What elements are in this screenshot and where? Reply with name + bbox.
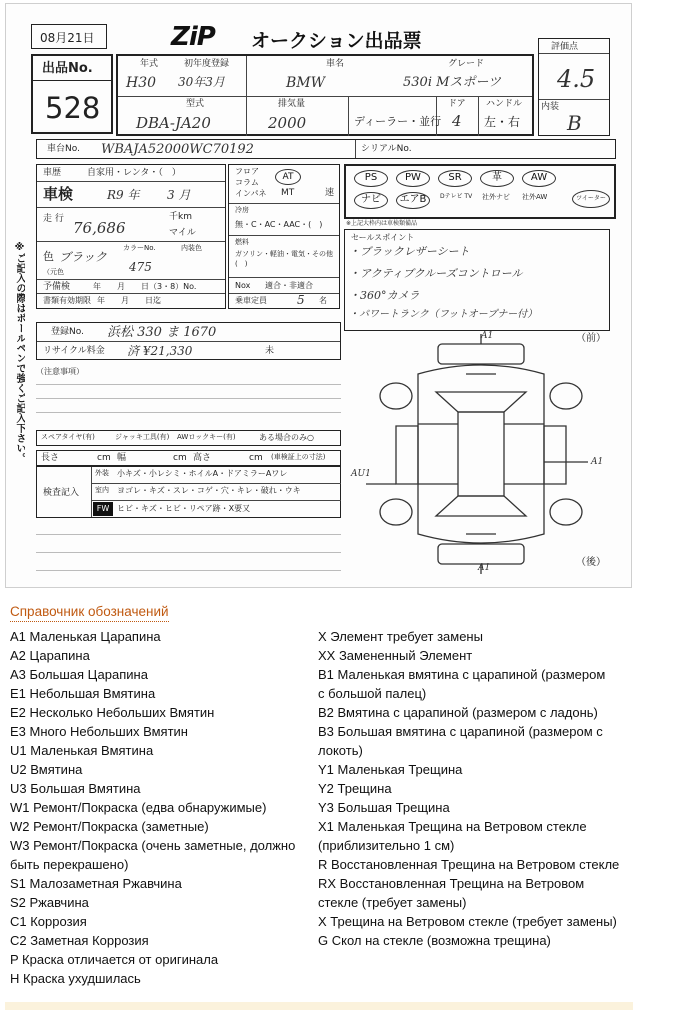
hdr-handle: ハンドル [486, 99, 523, 109]
legend-item: U2 Вмятина [10, 762, 83, 777]
legend-title: Справочник обозначений [10, 603, 169, 622]
fuel-options: ガソリン・軽油・電気・その他( ) [235, 250, 333, 268]
legend-item: E3 Много Небольших Вмятин [10, 724, 188, 739]
option-dtv: Dテレビ TV [440, 193, 473, 200]
sales-point-1: ・ブラックレザーシート [349, 245, 470, 258]
shaken-month: 3 月 [167, 188, 191, 202]
hand-seats: 5 [297, 293, 305, 307]
option-aftermarket-navi: 社外ナビ [482, 193, 510, 201]
legend-item: W2 Ремонт/Покраска (заметные) [10, 819, 209, 834]
inspection-label: 予備検 [43, 282, 71, 292]
sales-points [344, 229, 610, 331]
legend-item: RX Восстановленная Трещина на Ветровом [318, 876, 585, 891]
sheet-title: オークション出品票 [251, 30, 422, 52]
side-note-text: ※ご記入の際はボールペンで強くご記入下さい。 [14, 242, 25, 463]
if-any: ある場合のみ○ [259, 433, 314, 442]
length-label: 長さ [41, 453, 60, 463]
diagram-mark-left: AU1 [351, 469, 371, 479]
jack-tools: ジャッキ工具(有) [115, 433, 170, 441]
legend-right-column [318, 627, 619, 950]
width-cm: cm [173, 453, 187, 463]
shaken-year: R9 年 [107, 188, 140, 202]
length-cm: cm [97, 453, 111, 463]
doc-expiry-value: 年 月 日迄 [97, 296, 161, 305]
lot-box [31, 54, 113, 134]
legend-item: C1 Коррозия [10, 914, 87, 929]
color-label: 色 [43, 250, 54, 263]
hdr-model: 型式 [186, 99, 205, 109]
history-block [36, 164, 226, 309]
inspection-entry [36, 466, 341, 518]
legend-item: W1 Ремонт/Покраска (едва обнаружимые) [10, 800, 267, 815]
cert-dims: (車検証上の寸法) [271, 453, 326, 461]
legend-item: Y2 Трещина [318, 781, 392, 796]
hdr-first-reg: 初年度登録 [184, 59, 230, 69]
hdr-grade: グレード [448, 59, 485, 69]
inpane-label: インパネ [235, 189, 267, 198]
legend-item: A2 Царапина [10, 648, 90, 663]
legend-item: W3 Ремонт/Покраска (очень заметные, должно [10, 838, 296, 853]
legend-item: быть перекрашено) [10, 857, 129, 872]
date: 08月21日 [40, 31, 95, 45]
height-cm: cm [249, 453, 263, 463]
nox-label: Nox [235, 281, 251, 290]
hand-dealer: ディーラー・並行 [354, 115, 442, 128]
legend-item: H Краска ухудшилась [10, 971, 141, 986]
hand-handle: 左・右 [484, 115, 521, 129]
wheel-lock: AWロックキー(有) [177, 433, 236, 441]
legend-item: U3 Большая Вмятина [10, 781, 141, 796]
options-note: ※上記大枠内は車検類備品 [346, 220, 418, 227]
legend-item: G Скол на стекле (возможна трещина) [318, 933, 551, 948]
score-value: 4.5 [557, 65, 596, 93]
original-color-label: （元色 [43, 268, 64, 276]
mileage-label: 走 行 [43, 214, 64, 224]
hand-name: BMW [286, 75, 326, 91]
inspect-int: 室内 [95, 486, 109, 494]
legend-item: Y3 Большая Трещина [318, 800, 450, 815]
option-tweeter: ツイーター [572, 190, 610, 208]
inspect-label: 検査記入 [43, 488, 80, 498]
legend-item: E1 Небольшая Вмятина [10, 686, 156, 701]
hdr-name: 車名 [326, 59, 345, 69]
option-sr: SR [438, 170, 472, 187]
diagram-front: （前） [576, 333, 606, 344]
history-label: 車歴 [43, 168, 62, 178]
hdr-year: 年式 [140, 59, 159, 69]
cooler-label: 冷房 [235, 206, 249, 214]
legend-item: XX Замененный Элемент [318, 648, 473, 663]
options-block [344, 164, 616, 219]
mt-label: MT [281, 188, 295, 198]
lot-number: 528 [45, 91, 101, 125]
chassis-row [36, 139, 616, 159]
sales-point-4: ・パワートランク（フットオープナー付） [349, 309, 538, 320]
interior-label: 内装 [541, 102, 560, 112]
score-label: 評価点 [551, 42, 579, 52]
nox-options: 適合・非適合 [265, 281, 313, 290]
chassis-label: 車台No. [47, 144, 80, 154]
reg-label: 登録No. [51, 327, 84, 337]
inspect-ext: 外装 [95, 469, 109, 477]
hand-year: H30 [126, 75, 157, 91]
recycle-label: リサイクル料金 [43, 346, 105, 356]
legend-item: локоть) [318, 743, 363, 758]
option-leather: 革 [480, 170, 514, 187]
legend-item: C2 Заметная Коррозия [10, 933, 149, 948]
sales-label: セールスポイント [351, 233, 415, 242]
legend-item: X1 Маленькая Трещина на Ветровом стекле [318, 819, 587, 834]
cooler-options: 無・C・AC・AAC・( ) [235, 220, 323, 229]
hand-model: DBA-JA20 [136, 114, 211, 132]
diagram-mark-bottom: A1 [478, 563, 491, 573]
inspect-int-value: ヨゴレ・キズ・スレ・コゲ・穴・キレ・破れ・ウキ [117, 486, 301, 495]
colorno-label: カラーNo. [123, 244, 156, 252]
score-box [538, 38, 610, 136]
interior-value: B [567, 111, 582, 135]
diagram-mark-right: A1 [591, 457, 604, 467]
legend-item: U1 Маленькая Вмятина [10, 743, 154, 758]
hdr-displacement: 排気量 [278, 99, 306, 109]
option-aw: AW [522, 170, 556, 187]
legend-item: B1 Маленькая вмятина с царапиной (размером [318, 667, 606, 682]
sales-point-2: ・アクティブクルーズコントロール [349, 267, 523, 280]
spare-tire: スペアタイヤ(有) [41, 433, 95, 441]
auction-sheet [5, 3, 632, 588]
history-options: 自家用・レンタ・（ ） [87, 168, 181, 178]
mile-label: マイル [169, 228, 196, 238]
hand-grade: 530i Mスポーツ [403, 75, 501, 90]
inspection-value: 年 月 日（3・8）No. [93, 282, 197, 291]
dimensions-row [36, 450, 341, 466]
legend-item: A1 Маленькая Царапина [10, 629, 161, 644]
hand-first-reg: 30年3月 [178, 75, 225, 89]
legend-item: с большой палец) [318, 686, 427, 701]
registration-row [36, 322, 341, 360]
inspect-fw: FW [93, 502, 113, 516]
date-box [31, 24, 107, 49]
legend-item: S2 Ржавчина [10, 895, 89, 910]
legend-item: R Восстановленная Трещина на Ветровом стекле [318, 857, 620, 872]
zip-logo: ZiP [171, 22, 215, 52]
side-note [9, 242, 25, 542]
legend-item: Y1 Маленькая Трещина [318, 762, 463, 777]
hdr-doors: ドア [448, 99, 466, 109]
hand-mileage: 76,686 [73, 219, 126, 237]
hand-color: ブラック [59, 250, 107, 264]
legend-item: E2 Несколько Небольших Вмятин [10, 705, 215, 720]
capacity-unit: 名 [319, 296, 327, 305]
recycle-unit: 未 [265, 346, 275, 356]
diagram-mark-top: A1 [481, 331, 494, 341]
car-diagram [366, 331, 596, 574]
serial-label: シリアルNo. [361, 144, 412, 154]
hand-displacement: 2000 [268, 114, 307, 132]
hand-reg-no: 浜松 330 ま 1670 [107, 325, 217, 340]
km-label: 千km [169, 212, 192, 222]
option-airbag: エアB [396, 192, 430, 209]
speed-label: 速 [325, 188, 335, 198]
diagram-rear: （後） [576, 557, 606, 568]
floor-label: フロア [235, 167, 259, 176]
inspect-ext-value: 小キズ・小レシミ・ホイルA・ドアミラーAワレ [117, 469, 288, 478]
at-badge: AT [275, 169, 301, 185]
height-label: 高さ [193, 453, 212, 463]
inspect-fw-value: ヒビ・キズ・ヒビ・リペア跡・X要又 [117, 504, 251, 513]
hand-color-no: 475 [129, 260, 152, 274]
equipment-block [228, 164, 340, 309]
sales-point-3: ・360°カメラ [349, 289, 420, 302]
option-aftermarket-aw: 社外AW [522, 193, 548, 201]
capacity-label: 乗車定員 [235, 296, 267, 305]
legend-left-column [10, 627, 295, 988]
legend-item: X Трещина на Ветровом стекле (требует замены) [318, 914, 617, 929]
legend-item: стекле (требует замены) [318, 895, 467, 910]
doc-expiry-label: 書類有効期限 [43, 296, 91, 305]
option-pw: PW [396, 170, 430, 187]
option-ps: PS [354, 170, 388, 187]
legend-item: X Элемент требует замены [318, 629, 483, 644]
legend-item: B2 Вмятина с царапиной (размером с ладонь) [318, 705, 598, 720]
legend-item: B3 Большая вмятина с царапиной (размером с [318, 724, 603, 739]
legend-item: S1 Малозаметная Ржавчина [10, 876, 182, 891]
footer-bar [5, 1002, 633, 1010]
column-label: コラム [235, 178, 259, 187]
shaken-label: 車検 [43, 185, 74, 203]
width-label: 幅 [117, 453, 127, 463]
legend-item: (приблизительно 1 см) [318, 838, 455, 853]
legend-item: P Краска отличается от оригинала [10, 952, 219, 967]
notes-label: （注意事項） [36, 367, 84, 376]
hand-recycle: 済 ¥21,330 [127, 344, 193, 358]
tools-row [36, 430, 341, 446]
hand-doors: 4 [452, 112, 462, 130]
fuel-label: 燃料 [235, 238, 249, 246]
option-navi: ナビ [354, 192, 388, 209]
hand-chassis: WBAJA52000WC70192 [101, 142, 254, 157]
vehicle-header [116, 54, 534, 136]
lot-label: 出品No. [42, 61, 93, 76]
legend-item: A3 Большая Царапина [10, 667, 148, 682]
interior-color-label: 内装色 [181, 244, 202, 252]
